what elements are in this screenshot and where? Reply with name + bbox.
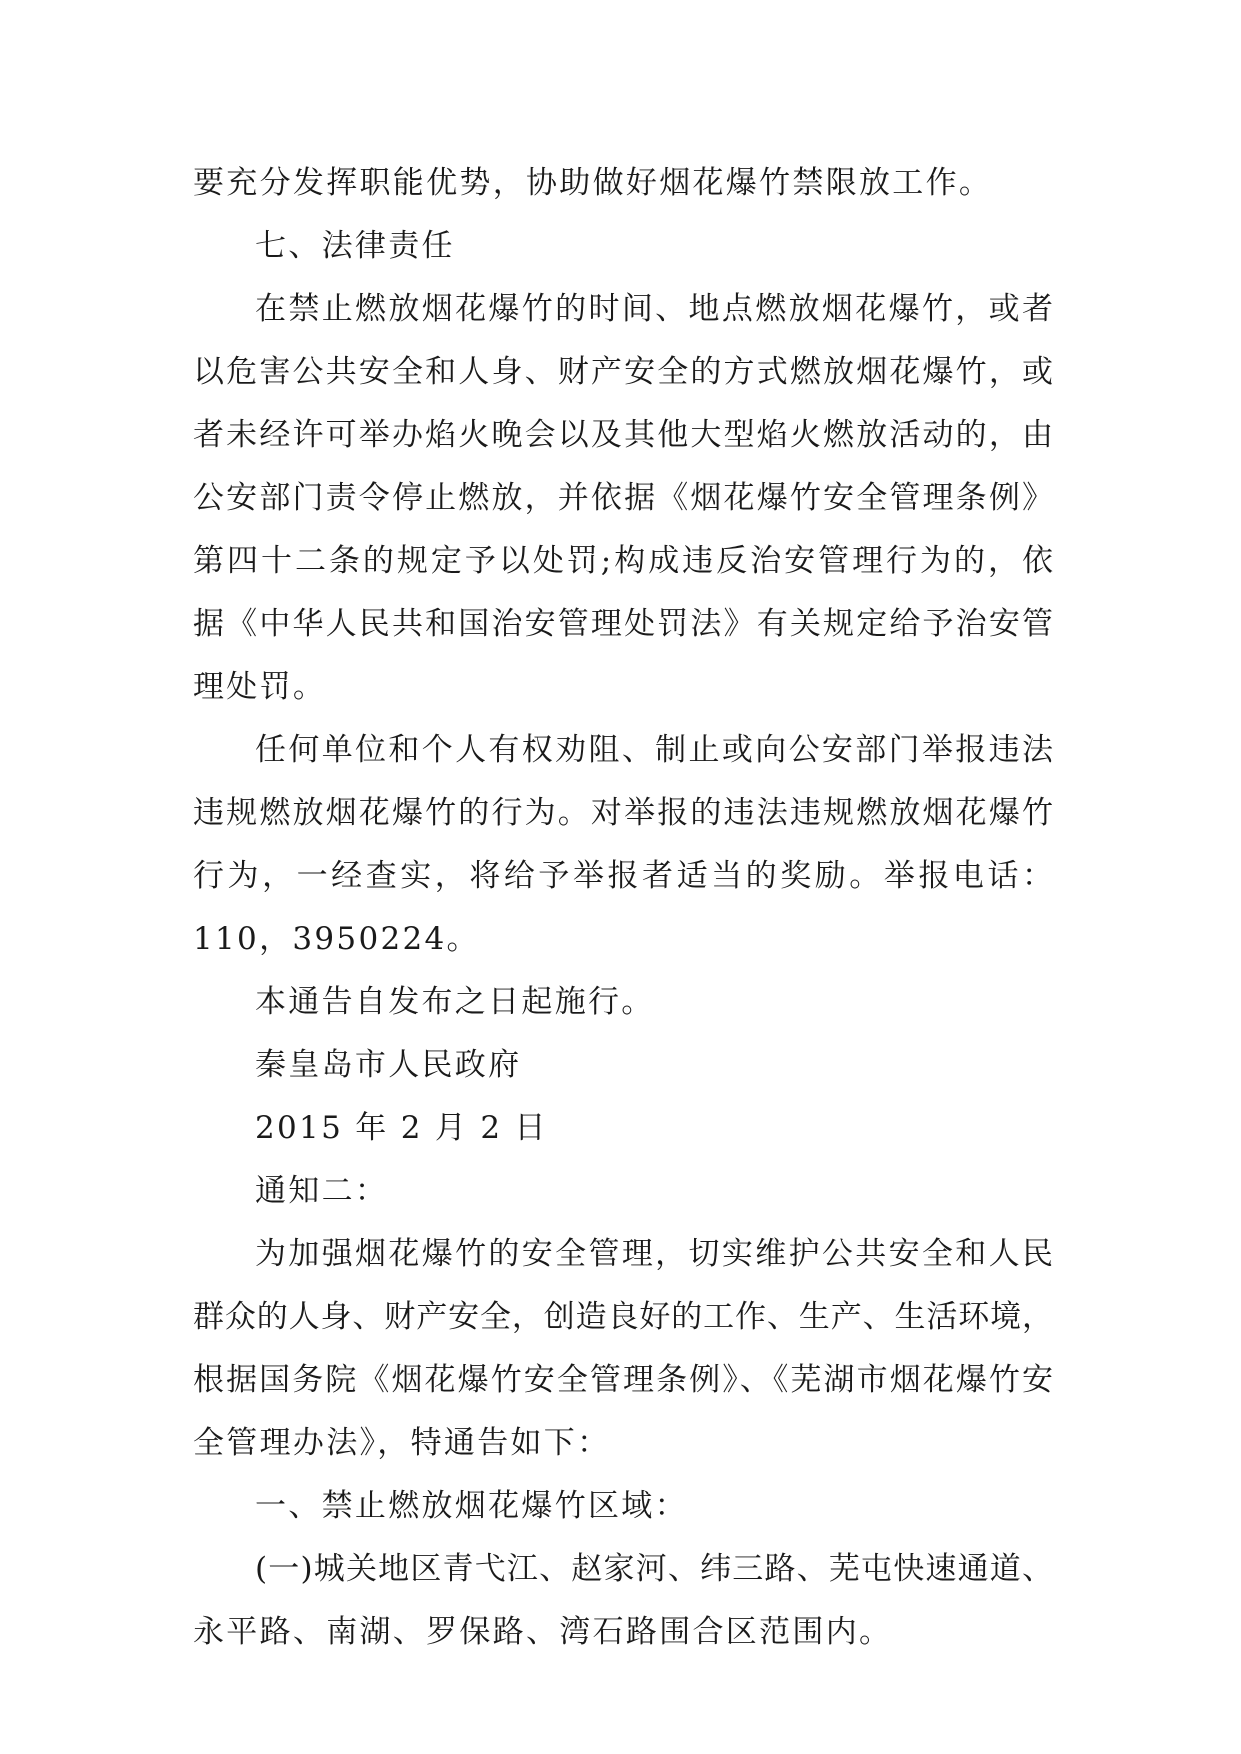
body-line: 全管理办法》，特通告如下：	[193, 1425, 611, 1461]
issuer-signature: 秦皇岛市人民政府	[255, 1047, 522, 1083]
body-line: 者未经许可举办焰火晚会以及其他大型焰火燃放活动的，由	[193, 417, 1053, 453]
report-phone-line: 110，3950224。	[193, 921, 480, 957]
body-line: 根据国务院《烟花爆竹安全管理条例》、《芜湖市烟花爆竹安	[193, 1362, 1053, 1398]
section-heading-legal-liability: 七、法律责任	[255, 228, 455, 264]
body-line: 据《中华人民共和国治安管理处罚法》有关规定给予治安管	[193, 606, 1053, 642]
body-line: 群众的人身、财产安全，创造良好的工作、生产、生活环境，	[193, 1299, 1053, 1335]
body-line: 任何单位和个人有权劝阻、制止或向公安部门举报违法	[255, 732, 1053, 768]
effective-notice: 本通告自发布之日起施行。	[255, 984, 655, 1020]
section-heading-prohibited-areas: 一、禁止燃放烟花爆竹区域：	[255, 1488, 688, 1524]
document-body	[193, 152, 1053, 1664]
body-line: 理处罚。	[193, 669, 327, 705]
section-heading-notice-two: 通知二：	[255, 1173, 389, 1209]
body-line: 行为，一经查实，将给予举报者适当的奖励。举报电话：	[193, 858, 1053, 894]
body-line: 在禁止燃放烟花爆竹的时间、地点燃放烟花爆竹，或者	[255, 291, 1053, 327]
body-line: 第四十二条的规定予以处罚;构成违反治安管理行为的，依	[193, 543, 1053, 579]
body-line: 公安部门责令停止燃放，并依据《烟花爆竹安全管理条例》	[193, 480, 1053, 516]
body-line: 要充分发挥职能优势，协助做好烟花爆竹禁限放工作。	[193, 165, 993, 201]
body-line: 永平路、南湖、罗保路、湾石路围合区范围内。	[193, 1614, 893, 1650]
body-line: 以危害公共安全和人身、财产安全的方式燃放烟花爆竹，或	[193, 354, 1053, 390]
body-line: 为加强烟花爆竹的安全管理，切实维护公共安全和人民	[255, 1236, 1053, 1272]
body-line: (一)城关地区青弋江、赵家河、纬三路、芜屯快速通道、	[255, 1551, 1053, 1587]
body-line: 违规燃放烟花爆竹的行为。对举报的违法违规燃放烟花爆竹	[193, 795, 1053, 831]
issue-date: 2015 年 2 月 2 日	[255, 1110, 548, 1146]
